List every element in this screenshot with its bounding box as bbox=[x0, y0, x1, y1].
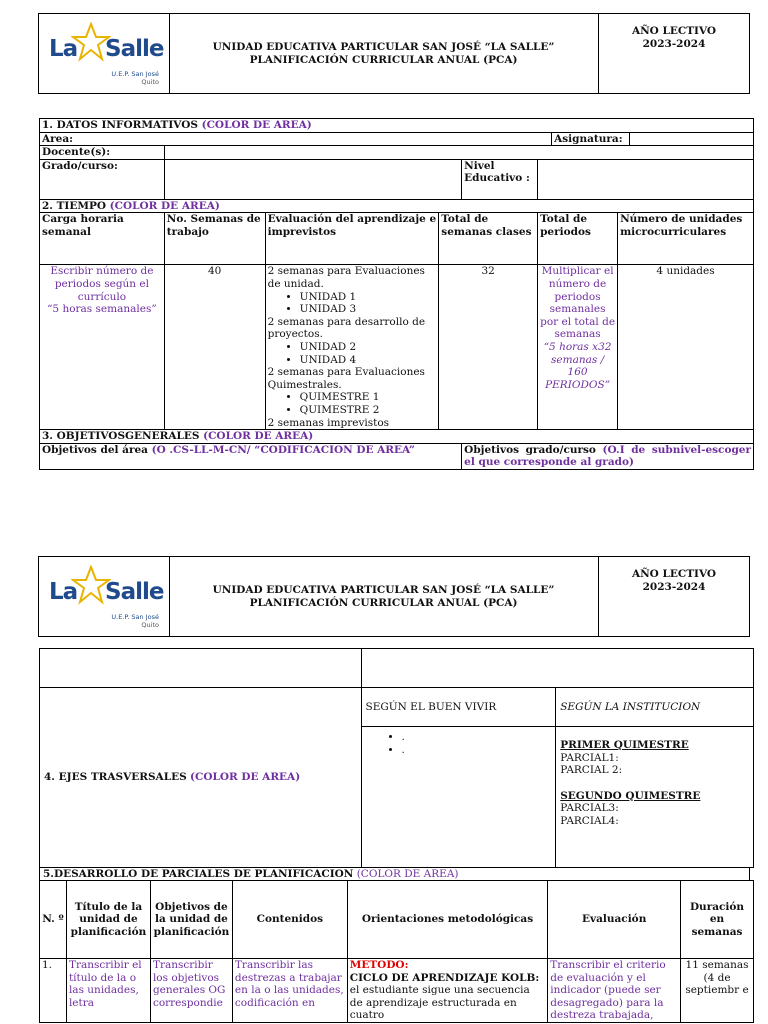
logo-sub-city: Quito bbox=[141, 621, 159, 630]
objetivos-area-label: Objetivos del área bbox=[42, 443, 148, 456]
col-total-periodos: Total de periodos bbox=[538, 213, 618, 265]
row-orientaciones bbox=[347, 959, 548, 1023]
objetivos-grado-label: Objetivos grado/curso bbox=[464, 443, 596, 456]
carga-value bbox=[40, 265, 165, 430]
q2-parcial-3: PARCIAL3: bbox=[560, 802, 619, 815]
year-label: AÑO LECTIVO bbox=[631, 568, 717, 580]
q2-parcial-4: PARCIAL4: bbox=[560, 814, 619, 827]
q1-title: PRIMER QUIMESTRE bbox=[560, 739, 689, 751]
section3-title: 3. OBJETIVOSGENERALES bbox=[42, 430, 200, 443]
list-item: • UNIDAD 4 bbox=[300, 354, 437, 367]
metodo-text: el estudiante sigue una secuencia de aprendizaje estructurada en cuatro bbox=[349, 984, 530, 1022]
section1-color-note: (COLOR DE AREA) bbox=[201, 119, 312, 131]
institucion-value bbox=[556, 727, 754, 868]
document-header-page-2 bbox=[38, 556, 750, 637]
document-title bbox=[169, 14, 599, 93]
asignatura-value[interactable] bbox=[630, 132, 754, 146]
buen-vivir-list bbox=[366, 731, 552, 756]
eval-list-2 bbox=[268, 341, 437, 366]
logo-sub-school: U.E.P. San José bbox=[111, 70, 159, 78]
eval-list-1 bbox=[268, 291, 437, 316]
carga-text: Escribir número de periodos según el currículo bbox=[50, 265, 154, 303]
eval-line-2: 2 semanas para desarrollo de proyectos. bbox=[267, 315, 426, 341]
logo-subtitle bbox=[111, 70, 159, 86]
school-logo bbox=[39, 14, 170, 93]
section2-heading bbox=[40, 199, 754, 213]
title-line-2: PLANIFICACIÓN CURRICULAR ANUAL (PCA) bbox=[249, 53, 518, 66]
col-duracion: Duración en semanas bbox=[681, 881, 754, 959]
periodos-value bbox=[538, 265, 618, 430]
semanas-value: 40 bbox=[164, 265, 265, 430]
logo-subtitle bbox=[111, 613, 159, 629]
evaluacion-value bbox=[265, 265, 439, 430]
title-line-1: UNIDAD EDUCATIVA PARTICULAR SAN JOSÉ “LA SALLE” bbox=[212, 583, 555, 596]
grado-label: Grado/curso: bbox=[40, 159, 165, 199]
objetivos-grado-note: (O.I de subnivel-escoger el que corresponde al grado) bbox=[464, 443, 752, 469]
year-value: 2023-2024 bbox=[642, 37, 706, 50]
list-item: • QUIMESTRE 2 bbox=[300, 404, 437, 417]
q1-parcial-2: PARCIAL 2: bbox=[560, 764, 623, 777]
eval-line-1: 2 semanas para Evaluaciones de unidad. bbox=[267, 265, 425, 290]
docentes-value[interactable] bbox=[164, 146, 753, 160]
logo-sub-school: U.E.P. San José bbox=[111, 613, 159, 621]
docentes-label: Docente(s): bbox=[40, 146, 165, 160]
eval-list-3 bbox=[268, 391, 437, 416]
buen-vivir-value bbox=[361, 727, 556, 868]
planificacion-table bbox=[39, 880, 754, 1023]
title-line-2: PLANIFICACIÓN CURRICULAR ANUAL (PCA) bbox=[249, 596, 518, 609]
row-num: 1. bbox=[40, 959, 67, 1023]
section1-title: 1. DATOS INFORMATIVOS bbox=[42, 119, 198, 131]
col-carga: Carga horaria semanal bbox=[40, 213, 165, 265]
logo-text-salle: Salle bbox=[105, 36, 164, 62]
section4-heading bbox=[40, 688, 362, 868]
col-evaluacion: Evaluación del aprendizaje e imprevistos bbox=[265, 213, 439, 265]
list-item: • UNIDAD 1 bbox=[300, 291, 437, 304]
row-contenidos: Transcribir las destrezas a trabajar en la o las unidades, codificación en bbox=[232, 959, 347, 1023]
eval-line-3: 2 semanas para Evaluaciones Quimestrales. bbox=[267, 366, 425, 391]
eval-line-4: 2 semanas imprevistos bbox=[267, 416, 390, 429]
year-value: 2023-2024 bbox=[642, 580, 706, 593]
ejes-table bbox=[39, 648, 754, 868]
col-num: N. º bbox=[40, 881, 67, 959]
col-total-semanas: Total de semanas clases bbox=[439, 213, 538, 265]
col-contenidos: Contenidos bbox=[232, 881, 347, 959]
title-line-1: UNIDAD EDUCATIVA PARTICULAR SAN JOSÉ “LA SALLE” bbox=[212, 40, 555, 53]
section3-heading bbox=[40, 430, 754, 444]
school-logo bbox=[39, 557, 170, 636]
table-row bbox=[40, 959, 754, 1023]
school-year bbox=[599, 557, 749, 593]
col-titulo: Título de la unidad de planificación bbox=[66, 881, 150, 959]
asignatura-label: Asignatura: bbox=[552, 132, 630, 146]
col-orientaciones: Orientaciones metodológicas bbox=[347, 881, 548, 959]
section5-color-note: (COLOR DE AREA) bbox=[356, 868, 459, 880]
section3-color-note: (COLOR DE AREA) bbox=[203, 430, 314, 443]
section2-title: 2. TIEMPO bbox=[42, 199, 107, 212]
metodo-name: CICLO DE APRENDIZAJE KOLB: bbox=[349, 971, 540, 984]
empty-cell bbox=[361, 649, 753, 688]
document-title bbox=[169, 557, 599, 636]
metodo-label: METODO: bbox=[349, 959, 409, 971]
row-duracion: 11 semanas (4 de septiembr e bbox=[681, 959, 754, 1023]
col-semanas: No. Semanas de trabajo bbox=[164, 213, 265, 265]
objetivos-grado bbox=[462, 443, 754, 469]
total-semanas-value: 32 bbox=[439, 265, 538, 430]
section5-heading bbox=[39, 867, 750, 880]
objetivos-area-note: (O .CS-LL-M-CN/ “CODIFICACION DE AREA” bbox=[151, 443, 415, 456]
row-evaluacion: Transcribir el criterio de evaluación y el indicador (puede ser desagregado) para la destreza trabajada, bbox=[548, 959, 681, 1023]
periodos-text: Multiplicar el número de periodos semanales por el total de semanas bbox=[540, 265, 616, 341]
section4-color-note: (COLOR DE AREA) bbox=[190, 771, 301, 784]
section1-heading bbox=[40, 119, 754, 133]
section2-color-note: (COLOR DE AREA) bbox=[109, 199, 220, 212]
logo-text-salle: Salle bbox=[105, 579, 164, 605]
row-titulo: Transcribir el título de la o las unidades, letra bbox=[66, 959, 150, 1023]
institucion-header: SEGÚN LA INSTITUCION bbox=[556, 688, 754, 727]
year-label: AÑO LECTIVO bbox=[631, 25, 717, 37]
periodos-example: “5 horas x32 semanas / 160 PERIODOS” bbox=[543, 340, 612, 391]
col-evaluacion: Evaluación bbox=[548, 881, 681, 959]
list-item: • . bbox=[402, 731, 552, 744]
row-objetivos: Transcribir los objetivos generales OG correspondie bbox=[150, 959, 232, 1023]
nivel-value[interactable] bbox=[538, 159, 754, 199]
document-header bbox=[38, 13, 750, 94]
list-item: • QUIMESTRE 1 bbox=[300, 391, 437, 404]
logo-text-la: La bbox=[49, 579, 78, 605]
school-year bbox=[599, 14, 749, 50]
carga-example: “5 horas semanales” bbox=[47, 303, 157, 316]
section5-title: 5.DESARROLLO DE PARCIALES DE PLANIFICACION bbox=[43, 868, 354, 880]
logo-text-la: La bbox=[49, 36, 78, 62]
unidades-value: 4 unidades bbox=[618, 265, 754, 430]
logo-sub-city: Quito bbox=[141, 78, 159, 87]
nivel-label: Nivel Educativo : bbox=[462, 159, 538, 199]
col-objetivos: Objetivos de la unidad de planificación bbox=[150, 881, 232, 959]
grado-value[interactable] bbox=[164, 159, 461, 199]
list-item: • UNIDAD 3 bbox=[300, 303, 437, 316]
q2-title: SEGUNDO QUIMESTRE bbox=[560, 789, 701, 802]
section4-title: 4. EJES TRASVERSALES bbox=[44, 771, 187, 784]
objetivos-area bbox=[40, 443, 462, 469]
q1-parcial-1: PARCIAL1: bbox=[560, 751, 619, 764]
info-table bbox=[39, 118, 754, 470]
buen-vivir-header: SEGÚN EL BUEN VIVIR bbox=[361, 688, 556, 727]
col-unidades: Número de unidades microcurriculares bbox=[618, 213, 754, 265]
area-label: Area: bbox=[40, 132, 552, 146]
list-item: • UNIDAD 2 bbox=[300, 341, 437, 354]
list-item: • . bbox=[402, 744, 552, 757]
empty-cell bbox=[40, 649, 362, 688]
